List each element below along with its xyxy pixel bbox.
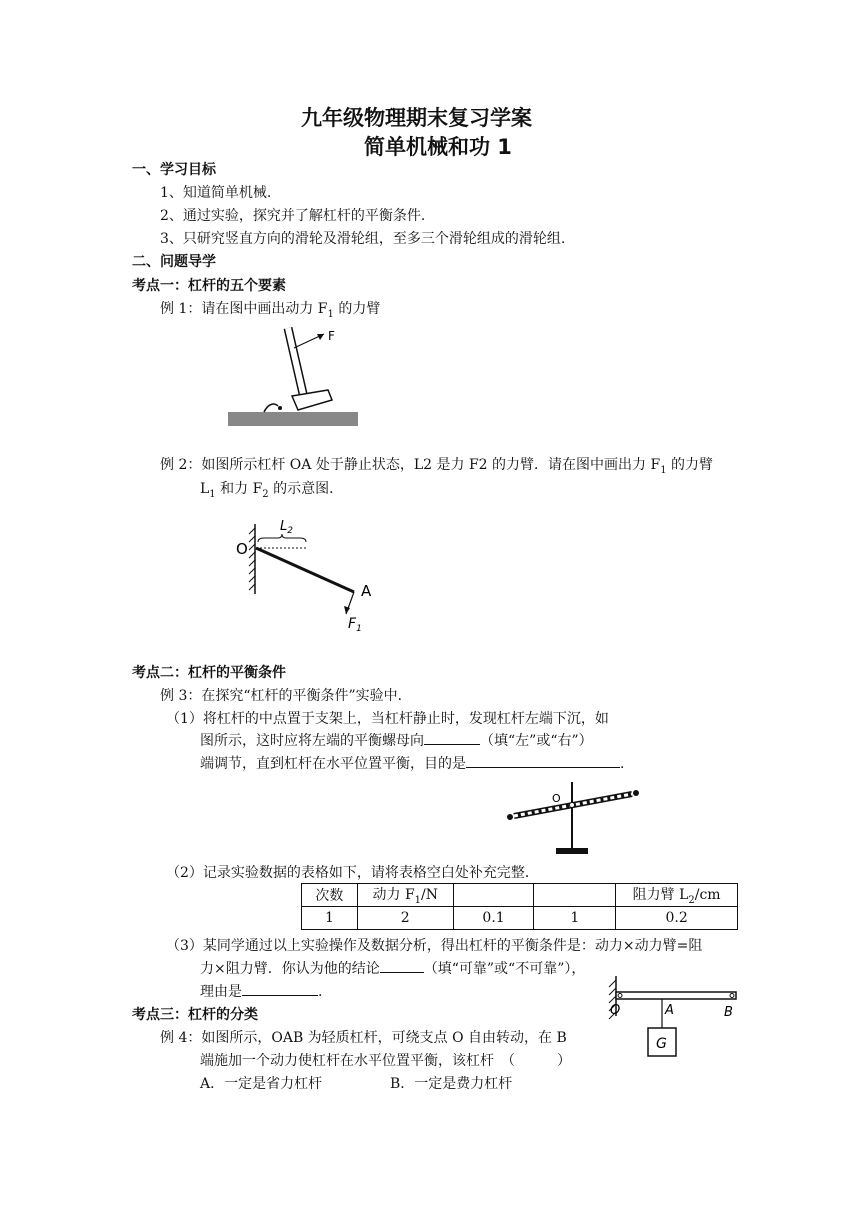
section-heading-guide: 二、问题导学	[132, 254, 216, 270]
point-a-label: A	[361, 582, 372, 600]
answer-blank-purpose[interactable]	[466, 753, 620, 768]
goal-item: 2、通过实验，探究并了解杠杆的平衡条件.	[160, 208, 426, 224]
hammer-head	[292, 390, 332, 410]
example-1-text: 例 1：请在图中画出动力 F	[160, 301, 328, 317]
question-1-line1: （1）将杠杆的中点置于支架上，当杠杆静止时，发现杠杆左端下沉，如	[166, 711, 609, 727]
hammer-figure	[228, 318, 368, 430]
header-cell: 动力 $F_1/N$	[357, 884, 453, 907]
lever-oab-figure	[600, 972, 746, 1068]
table-header-row	[302, 884, 738, 907]
answer-blank-reason[interactable]	[242, 981, 318, 996]
table-cell: 1	[302, 907, 358, 930]
pivot	[570, 803, 575, 808]
text: 力×阻力臂．你认为他的结论	[200, 961, 380, 977]
example-2-text: 例 2：如图所示杠杆 OA 处于静止状态，L2 是力 F2 的力臂．请在图中画出力 F	[160, 457, 661, 473]
header-cell: 次数	[302, 884, 358, 907]
point-heading-3: 考点三：杠杆的分类	[132, 1007, 258, 1023]
header-cell: 阻力臂 $L_2/cm$	[616, 884, 738, 907]
header-cell-blank[interactable]	[534, 884, 616, 907]
point-o-label: O	[236, 540, 248, 558]
l2-label: $L_2$	[280, 519, 293, 536]
option-a[interactable]: A．一定是省力杠杆	[200, 1076, 323, 1092]
goal-item: 1、知道简单机械.	[160, 185, 272, 201]
question-1-line2	[200, 730, 593, 750]
point-o-label: O	[610, 1003, 621, 1018]
example-3-intro: 例 3：在探究“杠杆的平衡条件”实验中．	[160, 688, 412, 704]
example-1	[160, 298, 380, 320]
subscript: 1	[209, 488, 216, 500]
example-1-text-end: 的力臂	[333, 301, 381, 317]
f1-label: $F_1$	[348, 616, 362, 634]
text: .	[620, 756, 625, 772]
question-3-line2	[200, 958, 585, 978]
wall-hatch	[249, 528, 255, 590]
lever-oa-figure	[228, 510, 388, 640]
ground	[228, 412, 358, 426]
lever-stand-figure	[506, 778, 646, 860]
text: .	[318, 984, 323, 1000]
lever-rod	[256, 548, 354, 592]
page-title: 九年级物理期末复习学案	[301, 106, 532, 130]
subscript: 1	[660, 464, 667, 476]
text: L	[200, 481, 210, 497]
point-b-label: B	[724, 1005, 733, 1020]
table-cell: 2	[357, 907, 453, 930]
table-cell: 0.1	[453, 907, 534, 930]
table-cell: 1	[534, 907, 616, 930]
point-b-dot	[730, 994, 734, 998]
text: 和力 F	[215, 481, 263, 497]
pivot-label: O	[552, 792, 561, 805]
text: （填“左”或“右”）	[480, 733, 593, 749]
goal-item: 3、只研究竖直方向的滑轮及滑轮组，至多三个滑轮组成的滑轮组.	[160, 231, 566, 247]
text: （填“可靠”或“不可靠”），	[423, 961, 586, 977]
example-2-line2	[200, 478, 343, 500]
text: 理由是	[200, 984, 242, 1000]
answer-blank-reliable[interactable]	[380, 958, 424, 973]
subscript: 2	[262, 488, 269, 500]
point-heading-2: 考点二：杠杆的平衡条件	[132, 665, 286, 681]
pivot-point	[278, 406, 282, 410]
example-4-line1: 例 4：如图所示，OAB 为轻质杠杆，可绕支点 O 自由转动，在 B	[160, 1030, 567, 1046]
question-2: （2）记录实验数据的表格如下，请将表格空白处补充完整．	[166, 865, 539, 881]
example-2-text-end: 的力臂	[666, 457, 714, 473]
section-heading-goals: 一、学习目标	[132, 162, 216, 178]
point-heading-1: 考点一：杠杆的五个要素	[132, 278, 286, 294]
text: 的示意图．	[268, 481, 344, 497]
point-a-label: A	[665, 1003, 674, 1018]
table-cell: 0.2	[616, 907, 738, 930]
header-cell-blank[interactable]	[453, 884, 534, 907]
text: 端调节，直到杠杆在水平位置平衡，目的是	[200, 756, 466, 772]
table-row	[302, 907, 738, 930]
subscript: 1	[327, 308, 334, 320]
option-b[interactable]: B．一定是费力杠杆	[390, 1076, 513, 1092]
answer-blank-direction[interactable]	[424, 730, 480, 745]
force-label: F	[328, 329, 335, 343]
text: 图所示，这时应将左端的平衡螺母向	[200, 733, 424, 749]
nail	[264, 404, 278, 412]
pivot-o	[618, 994, 622, 998]
balance-nut-right	[633, 790, 639, 796]
data-table	[301, 883, 738, 930]
question-1-line3	[200, 753, 624, 773]
weight-label: G	[656, 1036, 667, 1052]
stand-base	[556, 848, 588, 854]
question-3-line1: （3）某同学通过以上实验操作及数据分析，得出杠杆的平衡条件是：动力×动力臂=阻	[166, 938, 703, 954]
hammer-handle-inner	[288, 328, 304, 398]
lever-bar	[616, 992, 736, 999]
example-2-line1	[160, 454, 713, 476]
question-3-line3	[200, 981, 322, 1001]
l2-brace	[258, 534, 306, 542]
example-4-line2: 端施加一个动力使杠杆在水平位置平衡，该杠杆 （ ）	[200, 1053, 571, 1069]
balance-nut-left	[507, 814, 513, 820]
page-subtitle: 简单机械和功 1	[364, 135, 512, 159]
